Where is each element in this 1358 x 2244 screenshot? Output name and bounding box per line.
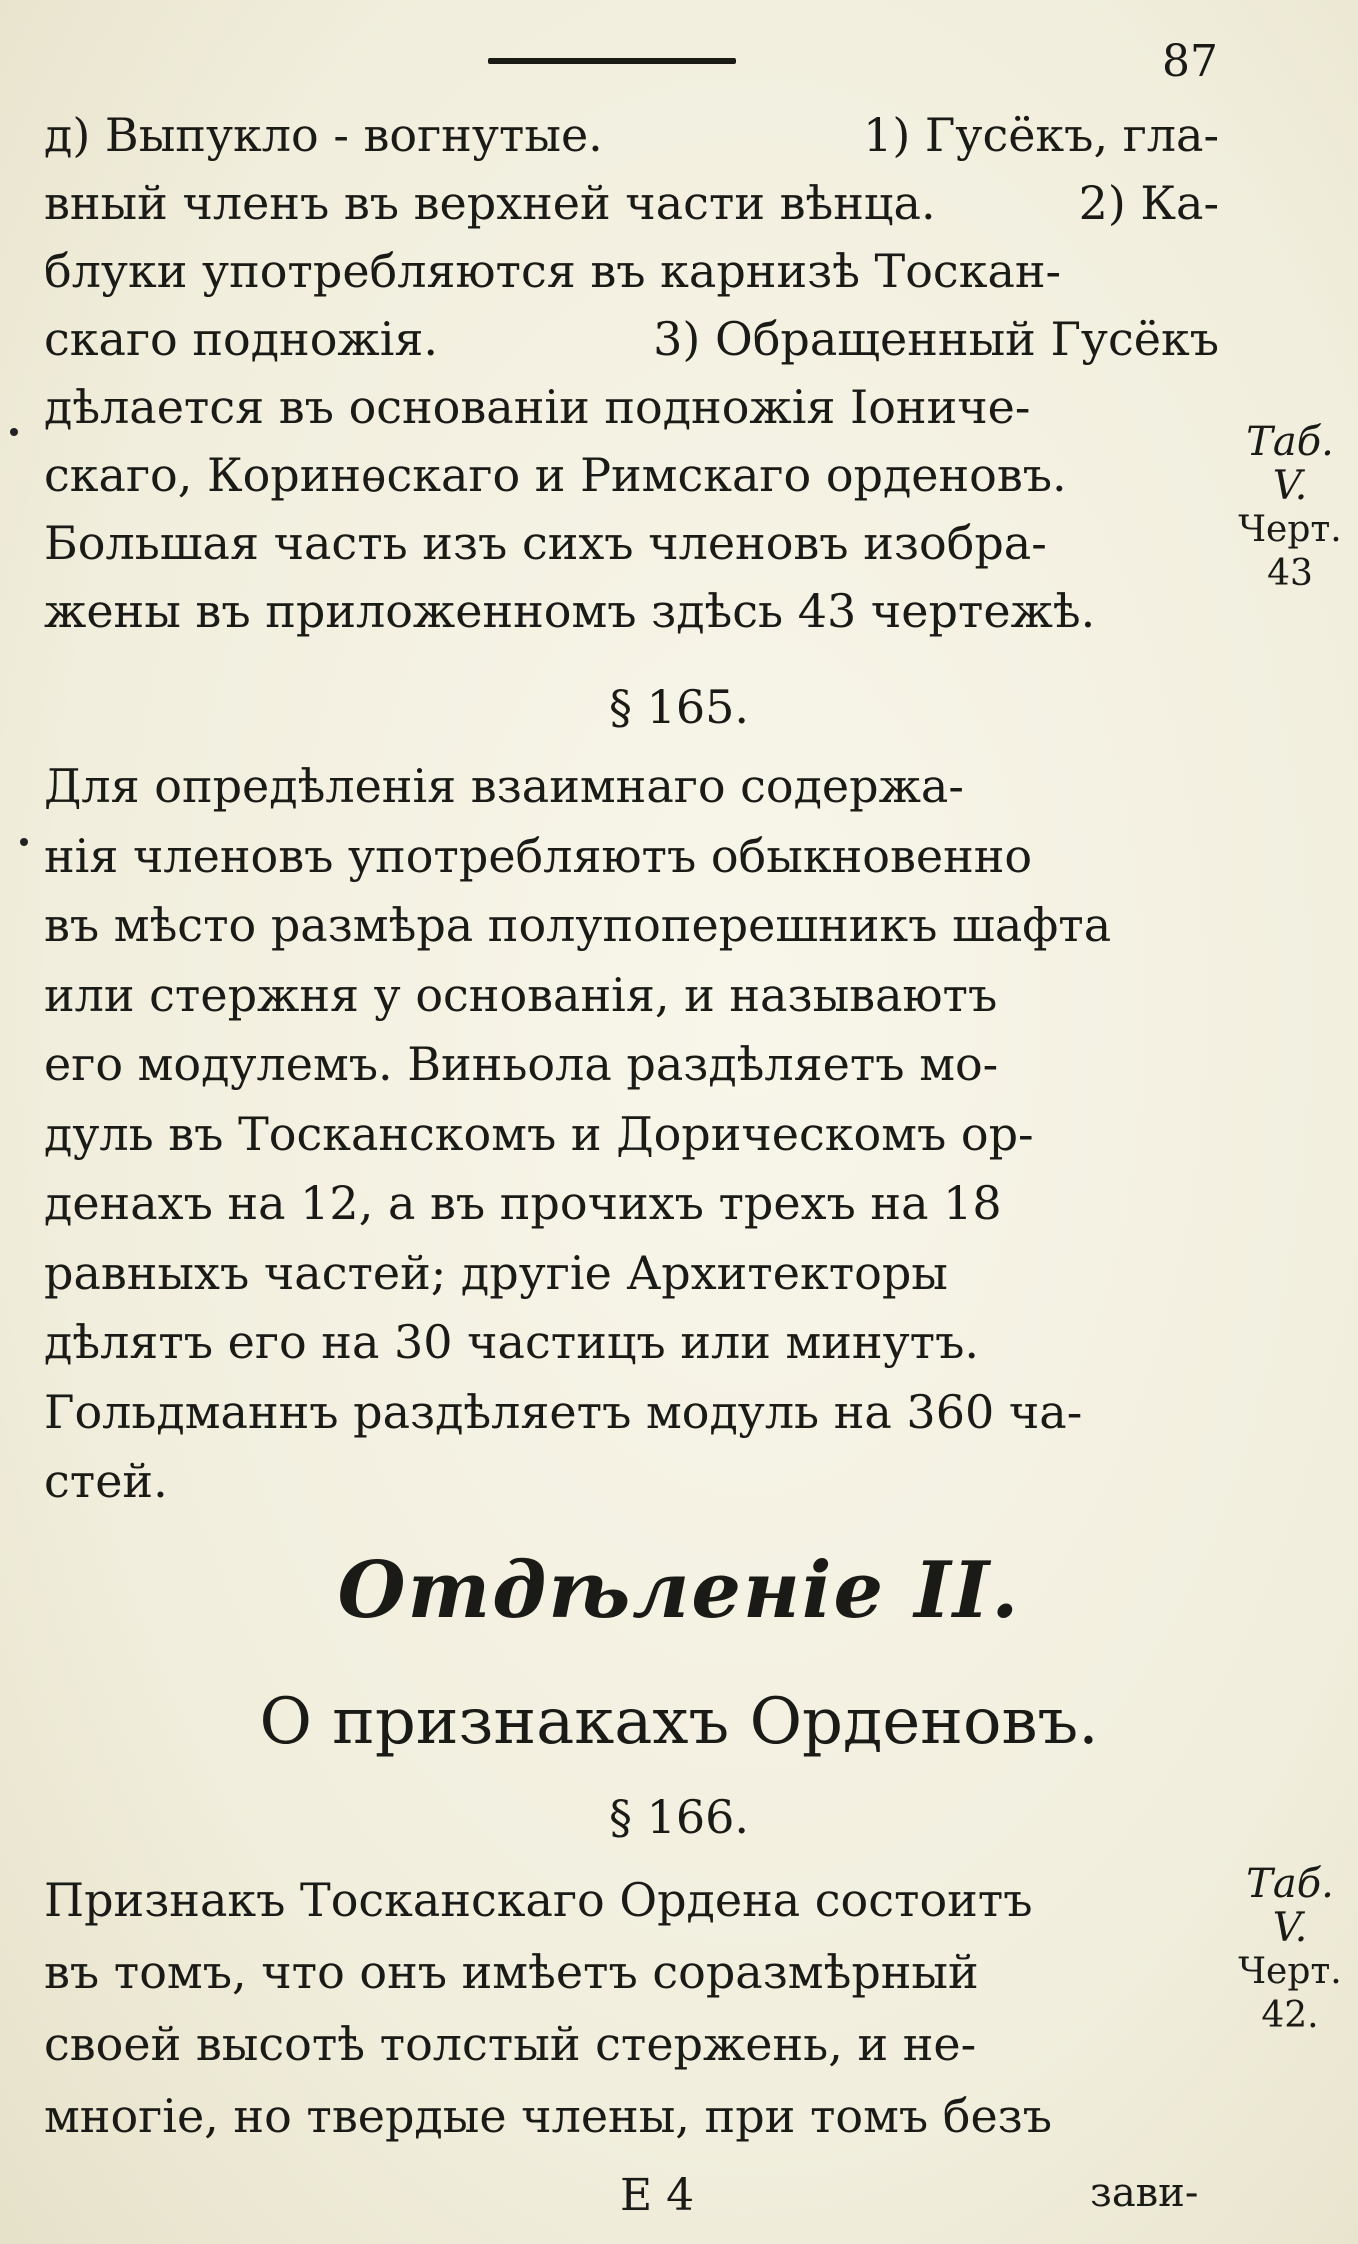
block1-segment: 3) Обращенный Гусёкъ [653, 312, 1219, 366]
block3-line [44, 2014, 1219, 2074]
block3-segment: въ томъ, что онъ имѣетъ соразмѣрный [44, 1945, 979, 1999]
block1-segment: вный членъ въ верхней части вѣнца. [44, 176, 936, 230]
block1-line [44, 377, 1219, 437]
block2-segment: денахъ на 12, а въ прочихъ трехъ на 18 [44, 1176, 1002, 1230]
ink-speck [20, 838, 28, 846]
block1-line [44, 581, 1219, 641]
block2-line [44, 965, 1219, 1025]
block1-segment: жены въ приложенномъ здѣсь 43 чертежѣ. [44, 584, 1096, 638]
block2-segment: нія членовъ употребляютъ обыкновенно [44, 828, 1033, 883]
block2-segment: дѣлятъ его на 30 частицъ или минутъ. [44, 1315, 979, 1369]
block3-segment: своей высотѣ толстый стержень, и не- [44, 2017, 977, 2071]
margin-note-table: Таб. [1246, 419, 1334, 465]
chapter-title: О признакахъ Орденовъ. [259, 1685, 1099, 1759]
section-166-heading: § 166. [608, 1790, 750, 1844]
block2-line [44, 1451, 1219, 1511]
margin-note-figure: Черт. [1238, 1951, 1342, 1992]
section-165-heading: § 165. [608, 680, 750, 734]
margin-note-table5-fig43 [1226, 420, 1354, 596]
block1-segment: 2) Ка- [1078, 176, 1219, 230]
block1-segment: скаго, Коринѳскаго и Римскаго орденовъ. [44, 448, 1067, 502]
margin-note-figure-number: 43 [1267, 553, 1313, 594]
block2-segment: въ мѣсто размѣра полупоперешникъ шафта [44, 898, 1112, 952]
block2-line [44, 1382, 1219, 1442]
block1-segment: Большая часть изъ сихъ членовъ изобра- [44, 516, 1047, 570]
margin-note-table-number: V. [1272, 1905, 1308, 1951]
block2-segment: равныхъ частей; другіе Архитекторы [44, 1245, 948, 1300]
header-rule [488, 58, 736, 64]
block2-segment: Для опредѣленія взаимнаго содержа- [44, 759, 964, 813]
margin-note-table-number: V. [1272, 463, 1308, 509]
signature-mark: Е 4 [620, 2170, 695, 2221]
block2-line [44, 1173, 1219, 1233]
block2-segment: или стержня у основанія, и называютъ [44, 967, 998, 1022]
block1-line [44, 309, 1219, 369]
block3-line [44, 1942, 1219, 2002]
block2-line [44, 1312, 1219, 1372]
block2-segment: Гольдманнъ раздѣляетъ модуль на 360 ча- [44, 1384, 1083, 1439]
block2-line [44, 895, 1219, 955]
margin-note-table5-fig42 [1226, 1862, 1354, 2038]
block1-segment: блуки употребляются въ карнизѣ Тоскан- [44, 244, 1062, 298]
block2-segment: стей. [44, 1454, 168, 1508]
block1-segment: дѣлается въ основаніи подножія Іониче- [44, 380, 1031, 434]
block1-line [44, 241, 1219, 301]
block2-segment: дуль въ Тосканскомъ и Дорическомъ ор- [44, 1106, 1034, 1161]
block1-line [44, 173, 1219, 233]
block2-line [44, 1243, 1219, 1303]
page-number: 87 [1162, 36, 1218, 87]
margin-note-figure-number: 42. [1261, 1995, 1319, 2036]
block2-line [44, 1034, 1219, 1094]
block2-line [44, 1104, 1219, 1164]
block2-segment: его модулемъ. Виньола раздѣляетъ мо- [44, 1037, 999, 1091]
margin-note-figure: Черт. [1238, 509, 1342, 550]
block1-segment: 1) Гусёкъ, гла- [863, 108, 1219, 162]
block1-line [44, 513, 1219, 573]
block2-line [44, 826, 1219, 886]
block1-segment: скаго подножія. [44, 312, 439, 366]
block1-segment: д) Выпукло - вогнутые. [44, 108, 603, 162]
ink-speck [10, 428, 18, 436]
block3-segment: Признакъ Тосканскаго Ордена состоитъ [44, 1873, 1033, 1927]
block2-line [44, 756, 1219, 816]
block1-line [44, 445, 1219, 505]
division-heading: Отдѣленіе II. [337, 1545, 1021, 1636]
block3-segment: многіе, но твердые члены, при томъ безъ [44, 2089, 1053, 2143]
catchword: зави- [1090, 2170, 1199, 2216]
margin-note-table: Таб. [1246, 1861, 1334, 1907]
block1-line [44, 105, 1219, 165]
block3-line [44, 2086, 1219, 2146]
block3-line [44, 1870, 1219, 1930]
